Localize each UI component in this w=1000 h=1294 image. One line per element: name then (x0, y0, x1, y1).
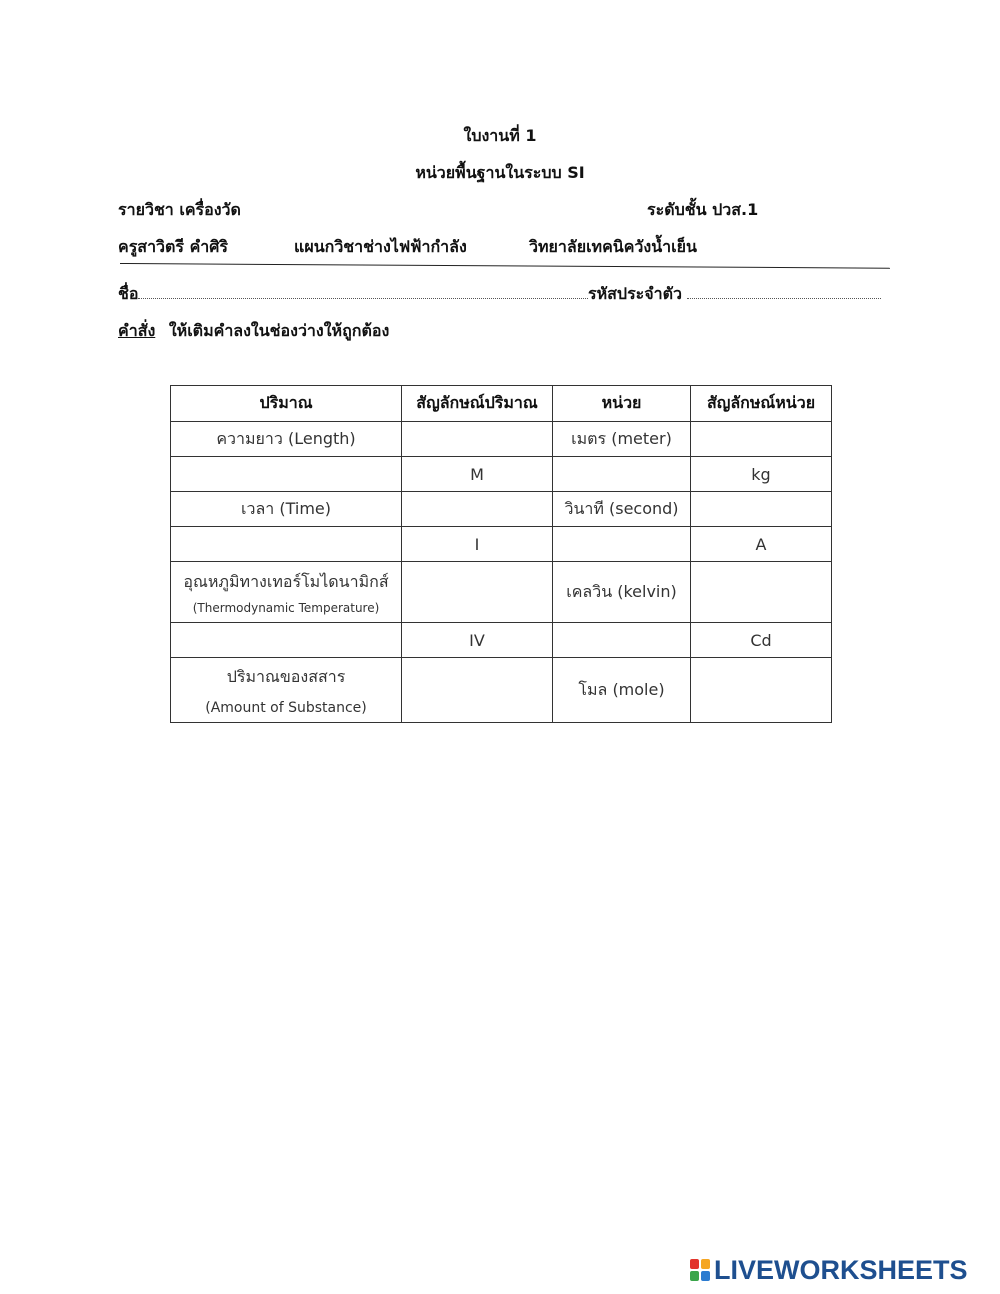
department-name: แผนกวิชาช่างไฟฟ้ากำลัง (294, 237, 467, 256)
student-id-field[interactable] (687, 298, 881, 299)
instruction-text: ให้เติมคำลงในช่องว่างให้ถูกต้อง (168, 321, 390, 340)
worksheet-subtitle: หน่วยพื้นฐานในระบบ SI (415, 163, 585, 182)
table-row (171, 422, 832, 457)
quantity-english: (Thermodynamic Temperature) (192, 600, 380, 615)
liveworksheets-logo (690, 1255, 968, 1285)
quantity-symbol-cell: M (402, 457, 553, 492)
unit-cell: เคลวิน (kelvin) (553, 562, 691, 623)
unit-cell: เมตร (meter) (553, 422, 691, 457)
logo-square (690, 1271, 699, 1281)
quantity-english: (Amount of Substance) (205, 699, 367, 716)
instruction-label: คำสั่ง (118, 321, 156, 340)
quantity-cell (171, 658, 402, 723)
level-label: ระดับชั้น ปวส.1 (647, 200, 759, 219)
quantity-symbol-blank[interactable] (402, 422, 553, 457)
logo-mark-icon (690, 1259, 710, 1281)
logo-square (690, 1259, 699, 1269)
unit-symbol-blank[interactable] (691, 562, 832, 623)
header-quantity: ปริมาณ (171, 386, 402, 422)
quantity-cell: เวลา (Time) (171, 492, 402, 527)
unit-cell: โมล (mole) (553, 658, 691, 723)
quantity-symbol-blank[interactable] (402, 658, 553, 723)
name-field[interactable] (138, 298, 588, 299)
quantity-blank[interactable] (171, 457, 402, 492)
unit-symbol-blank[interactable] (691, 492, 832, 527)
table-row (171, 658, 832, 723)
teacher-name: ครูสาวิตรี คำศิริ (118, 237, 229, 256)
unit-cell: วินาที (second) (553, 492, 691, 527)
unit-symbol-cell: Cd (691, 623, 832, 658)
subject-label: รายวิชา เครื่องวัด (118, 200, 241, 219)
table-row (171, 492, 832, 527)
logo-text: LIVEWORKSHEETS (714, 1254, 968, 1285)
table-row (171, 457, 832, 492)
unit-symbol-cell: A (691, 527, 832, 562)
worksheet-title: ใบงานที่ 1 (463, 126, 537, 145)
quantity-main: อุณหภูมิทางเทอร์โมไดนามิกส์ (183, 571, 389, 591)
college-name: วิทยาลัยเทคนิควังน้ำเย็น (529, 237, 697, 256)
unit-symbol-blank[interactable] (691, 422, 832, 457)
quantity-symbol-blank[interactable] (402, 492, 553, 527)
header-unit-symbol: สัญลักษณ์หน่วย (691, 386, 832, 422)
unit-blank[interactable] (553, 623, 691, 658)
unit-symbol-blank[interactable] (691, 658, 832, 723)
header-divider (120, 263, 890, 269)
student-id-label: รหัสประจำตัว (588, 284, 682, 303)
name-label: ชื่อ (118, 284, 139, 303)
unit-symbol-cell: kg (691, 457, 832, 492)
quantity-cell (171, 562, 402, 623)
quantity-main: ปริมาณของสสาร (226, 666, 346, 686)
unit-blank[interactable] (553, 457, 691, 492)
table-row (171, 527, 832, 562)
quantity-symbol-cell: IV (402, 623, 553, 658)
quantity-symbol-cell: I (402, 527, 553, 562)
si-units-table (170, 385, 832, 723)
quantity-blank[interactable] (171, 527, 402, 562)
quantity-cell: ความยาว (Length) (171, 422, 402, 457)
table-row (171, 562, 832, 623)
unit-blank[interactable] (553, 527, 691, 562)
instruction (118, 319, 389, 344)
table-row (171, 623, 832, 658)
quantity-symbol-blank[interactable] (402, 562, 553, 623)
header-quantity-symbol: สัญลักษณ์ปริมาณ (402, 386, 553, 422)
header-unit: หน่วย (553, 386, 691, 422)
logo-square (701, 1271, 710, 1281)
logo-square (701, 1259, 710, 1269)
table-header-row (171, 386, 832, 422)
quantity-blank[interactable] (171, 623, 402, 658)
